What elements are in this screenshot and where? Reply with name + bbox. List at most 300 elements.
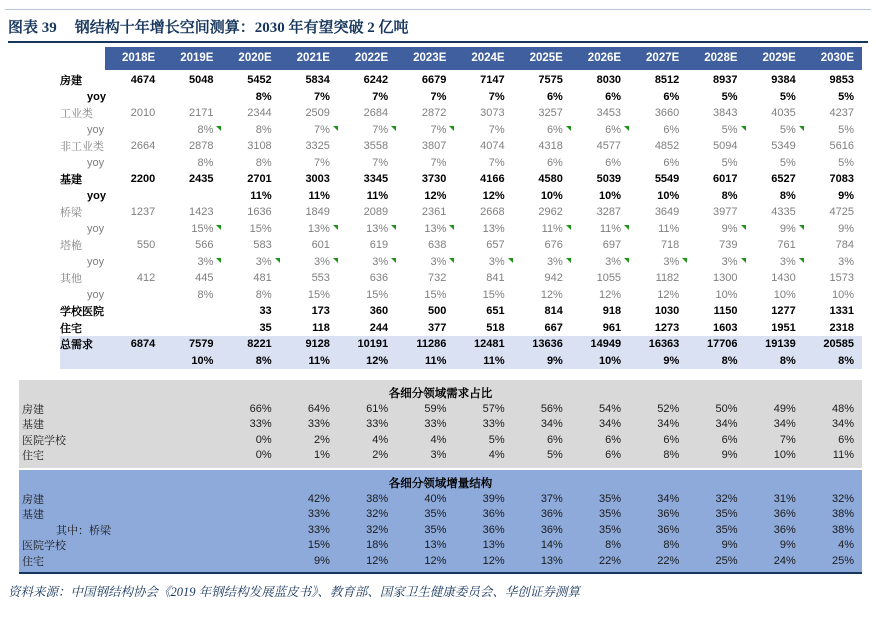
top-divider <box>5 9 871 10</box>
table-cell: 6017 <box>713 173 738 186</box>
table-cell: 64% <box>307 403 330 415</box>
column-header: 2030E <box>804 47 862 70</box>
table-cell: 3843 <box>713 107 738 120</box>
table-cell: 50% <box>715 403 738 415</box>
table-cell: 3% <box>838 255 854 268</box>
table-cell: 718 <box>660 239 680 252</box>
table-cell: 16363 <box>648 338 680 351</box>
table-cell: 13% <box>396 223 454 235</box>
table-cell: 8% <box>255 90 272 103</box>
table-cell: 2089 <box>363 206 389 219</box>
table-cell: 6% <box>546 433 563 446</box>
table-cell: 4577 <box>596 140 622 153</box>
table-cell: 7% <box>488 90 505 103</box>
column-header: 2028E <box>687 47 745 70</box>
table-cell: 6% <box>663 90 680 103</box>
table-cell: 8% <box>779 189 796 202</box>
row-label: 非工业类 <box>60 141 104 154</box>
table-cell: 9% <box>663 354 680 367</box>
table-cell: 601 <box>311 239 330 252</box>
table-cell: 4% <box>838 539 854 552</box>
header-spacer <box>60 47 105 70</box>
table-cell: 9% <box>314 554 330 567</box>
table-cell: 5% <box>779 156 796 169</box>
table-cell: 13636 <box>532 338 563 351</box>
table-cell: 2010 <box>130 107 156 120</box>
table-cell: 11% <box>658 222 680 235</box>
share-row <box>19 432 862 447</box>
table-cell: 412 <box>136 272 156 285</box>
table-cell: 2318 <box>829 321 854 334</box>
table-cell: 4237 <box>829 107 854 120</box>
table-cell: 7% <box>372 156 389 169</box>
table-row <box>60 221 862 238</box>
table-cell: 10% <box>599 189 622 202</box>
table-cell: 6% <box>838 433 854 446</box>
table-cell: 553 <box>311 272 330 285</box>
table-cell: 4318 <box>538 140 563 153</box>
table-cell: 8% <box>721 354 738 367</box>
table-cell: 1849 <box>305 206 330 219</box>
table-cell: 651 <box>486 305 505 318</box>
table-cell: 66% <box>249 403 272 415</box>
table-cell: 13% <box>482 539 505 552</box>
table-cell: 13% <box>338 223 396 235</box>
table-row <box>60 155 862 172</box>
table-cell: 961 <box>602 321 622 334</box>
table-cell: 33% <box>424 418 447 431</box>
table-cell: 59% <box>424 403 447 415</box>
increment-section-title: 各细分领域增量结构 <box>388 477 493 490</box>
table-cell: 5094 <box>713 140 738 153</box>
table-cell: 15% <box>366 288 389 301</box>
table-cell: 5452 <box>247 74 272 87</box>
table-cell: 38% <box>366 493 389 505</box>
table-cell: 4580 <box>538 173 563 186</box>
table-cell: 7083 <box>829 173 854 186</box>
table-row <box>60 287 862 304</box>
table-cell: 22% <box>657 554 680 567</box>
table-cell: 12% <box>424 189 447 202</box>
table-cell: 6% <box>605 433 622 446</box>
table-cell: 12% <box>482 554 505 567</box>
table-cell: 9% <box>838 222 854 235</box>
table-cell: 54% <box>599 403 622 415</box>
table-cell: 918 <box>602 305 622 318</box>
table-cell: 5% <box>838 90 854 103</box>
share-row <box>19 416 862 431</box>
table-cell: 36% <box>657 523 680 536</box>
increment-row <box>19 553 862 568</box>
row-label: 医院学校 <box>22 540 66 553</box>
table-cell: 8% <box>255 288 272 301</box>
table-cell: 8% <box>197 156 214 169</box>
row-label: 工业类 <box>60 108 93 121</box>
row-label: 住宅 <box>22 555 44 568</box>
bottom-divider <box>19 572 862 574</box>
column-header: 2022E <box>338 47 396 70</box>
column-header: 2024E <box>454 47 512 70</box>
table-cell: 12% <box>366 354 389 367</box>
main-table <box>60 47 862 369</box>
table-cell: 3345 <box>363 173 389 186</box>
table-cell: 3453 <box>596 107 622 120</box>
table-cell: 3287 <box>596 206 622 219</box>
share-section-title-row <box>19 384 862 401</box>
table-cell: 10% <box>657 189 680 202</box>
table-cell: 244 <box>369 321 389 334</box>
table-cell: 667 <box>544 321 563 334</box>
table-cell: 11286 <box>416 338 447 351</box>
table-cell: 36% <box>482 508 505 521</box>
table-cell: 14% <box>540 539 563 552</box>
table-row <box>60 254 862 271</box>
increment-section-title-row <box>19 474 862 491</box>
table-cell: 37% <box>540 493 563 505</box>
table-cell: 17706 <box>706 338 738 351</box>
table-cell: 761 <box>777 239 796 252</box>
table-cell: 4725 <box>829 206 854 219</box>
figure-title <box>8 16 409 37</box>
table-cell: 8% <box>255 354 272 367</box>
row-label: 桥梁 <box>60 207 82 220</box>
table-cell: 6% <box>721 433 738 446</box>
table-cell: 118 <box>312 321 330 334</box>
table-cell: 9128 <box>305 338 330 351</box>
table-cell: 15% <box>482 288 505 301</box>
table-row <box>60 171 862 188</box>
share-section-title: 各细分领域需求占比 <box>388 387 493 400</box>
table-cell: 7% <box>314 156 330 169</box>
table-cell: 8% <box>721 189 738 202</box>
table-cell: 13% <box>280 223 338 235</box>
row-label: 房建 <box>60 75 82 88</box>
table-row <box>60 105 862 122</box>
figure-label: 图表 39 <box>8 20 57 36</box>
row-label: 基建 <box>60 174 82 187</box>
table-cell: 15% <box>307 539 330 552</box>
table-cell: 4% <box>430 433 447 446</box>
table-cell: 9853 <box>829 74 854 87</box>
row-label: 基建 <box>22 419 44 432</box>
table-cell: 9384 <box>771 74 796 87</box>
table-cell: 638 <box>428 239 447 252</box>
table-cell: 35% <box>599 523 622 536</box>
table-cell: 11% <box>571 223 629 235</box>
table-cell: 57% <box>482 403 505 415</box>
table-cell: 7575 <box>538 74 563 87</box>
table-cell: 11% <box>424 354 447 367</box>
table-cell: 7% <box>430 156 447 169</box>
table-cell: 3325 <box>305 140 330 153</box>
table-cell: 8% <box>255 123 272 136</box>
table-cell: 8% <box>838 354 854 367</box>
increment-section <box>19 470 862 574</box>
table-cell: 1055 <box>596 272 622 285</box>
table-cell: 34% <box>599 418 622 431</box>
table-cell: 1573 <box>829 272 854 285</box>
table-cell: 1636 <box>247 206 272 219</box>
table-cell: 6% <box>663 156 680 169</box>
table-cell: 5% <box>687 124 745 136</box>
table-cell: 500 <box>428 305 447 318</box>
column-header: 2026E <box>571 47 629 70</box>
table-cell: 8% <box>255 156 272 169</box>
table-cell: 25% <box>831 554 854 567</box>
table-cell: 657 <box>486 239 505 252</box>
table-cell: 32% <box>831 493 854 505</box>
table-cell: 12% <box>657 288 680 301</box>
table-row <box>60 303 862 320</box>
table-cell: 12% <box>540 288 563 301</box>
table-row <box>60 204 862 221</box>
table-cell: 5048 <box>188 74 214 87</box>
table-cell: 3% <box>454 256 512 268</box>
table-cell: 2962 <box>538 206 563 219</box>
table-cell: 3073 <box>480 107 505 120</box>
table-cell: 10% <box>540 189 563 202</box>
table-cell: 34% <box>773 418 796 431</box>
table-cell: 42% <box>307 493 330 505</box>
table-cell: 49% <box>773 403 796 415</box>
table-cell: 36% <box>657 508 680 521</box>
table-cell: 1273 <box>654 321 680 334</box>
table-cell: 38% <box>831 523 854 536</box>
table-cell: 13% <box>482 222 505 235</box>
table-cell: 7% <box>396 124 454 136</box>
table-cell: 3% <box>513 256 571 268</box>
table-cell: 14949 <box>590 338 622 351</box>
table-cell: 784 <box>835 239 854 252</box>
table-cell: 2435 <box>188 173 214 186</box>
table-cell: 4% <box>372 433 389 446</box>
table-cell: 6% <box>663 123 680 136</box>
table-cell: 9% <box>721 449 738 462</box>
table-cell: 377 <box>428 321 447 334</box>
table-cell: 24% <box>773 554 796 567</box>
table-cell: 7% <box>488 123 505 136</box>
column-header: 2023E <box>396 47 454 70</box>
table-cell: 942 <box>544 272 563 285</box>
table-cell: 2361 <box>421 206 447 219</box>
table-cell: 7147 <box>480 74 505 87</box>
table-cell: 15% <box>424 288 447 301</box>
table-cell: 11% <box>832 449 854 462</box>
share-section <box>19 380 862 468</box>
table-cell: 6527 <box>771 173 796 186</box>
title-divider <box>8 41 868 43</box>
increment-row <box>19 506 862 521</box>
table-cell: 15% <box>249 222 272 235</box>
table-cell: 3% <box>746 256 804 268</box>
table-cell: 39% <box>482 493 505 505</box>
table-cell: 5% <box>721 90 738 103</box>
row-label: 学校医院 <box>60 306 104 319</box>
table-row <box>60 320 862 337</box>
table-cell: 1603 <box>713 321 738 334</box>
row-label: 房建 <box>22 494 44 506</box>
table-cell: 52% <box>657 403 680 415</box>
table-cell: 8% <box>605 539 622 552</box>
row-label: 总需求 <box>60 339 93 352</box>
table-cell: 814 <box>544 305 563 318</box>
table-cell: 7% <box>779 433 796 446</box>
table-cell: 1423 <box>188 206 214 219</box>
table-row <box>60 336 862 353</box>
table-cell: 566 <box>195 239 214 252</box>
table-cell: 5% <box>838 123 854 136</box>
table-cell: 8% <box>663 449 680 462</box>
table-cell: 33% <box>307 508 330 521</box>
table-cell: 31% <box>773 493 796 505</box>
increment-row <box>19 522 862 537</box>
table-cell: 4166 <box>480 173 505 186</box>
table-cell: 12% <box>424 554 447 567</box>
table-cell: 4% <box>488 449 505 462</box>
table-cell: 360 <box>369 305 389 318</box>
table-cell: 61% <box>366 403 389 415</box>
table-cell: 3% <box>430 449 447 462</box>
table-cell: 6% <box>546 156 563 169</box>
table-cell: 36% <box>773 523 796 536</box>
table-cell: 636 <box>369 272 389 285</box>
table-cell: 10% <box>773 449 796 462</box>
table-cell: 15% <box>163 223 221 235</box>
table-cell: 7% <box>338 124 396 136</box>
table-cell: 10% <box>773 288 796 301</box>
table-cell: 1300 <box>713 272 738 285</box>
table-cell: 7579 <box>188 338 214 351</box>
table-cell: 12% <box>599 288 622 301</box>
table-cell: 3% <box>687 256 745 268</box>
table-cell: 676 <box>544 239 563 252</box>
table-cell: 6% <box>605 90 622 103</box>
column-header: 2018E <box>105 47 163 70</box>
figure-title-text: 钢结构十年增长空间测算：2030 年有望突破 2 亿吨 <box>74 20 409 36</box>
column-header: 2027E <box>629 47 687 70</box>
column-header: 2019E <box>163 47 221 70</box>
table-cell: 1182 <box>655 272 680 285</box>
table-cell: 5039 <box>596 173 622 186</box>
table-cell: 2200 <box>130 173 156 186</box>
table-cell: 35% <box>715 508 738 521</box>
table-cell: 4074 <box>480 140 505 153</box>
table-cell: 12481 <box>474 338 505 351</box>
table-cell: 32% <box>366 508 389 521</box>
table-cell: 4852 <box>654 140 680 153</box>
table-cell: 35% <box>599 493 622 505</box>
table-cell: 18% <box>366 539 389 552</box>
table-cell: 34% <box>715 418 738 431</box>
table-cell: 34% <box>831 418 854 431</box>
table-cell: 732 <box>428 272 447 285</box>
table-cell: 619 <box>369 239 389 252</box>
table-cell: 35 <box>259 321 272 334</box>
table-cell: 3807 <box>421 140 447 153</box>
table-cell: 9% <box>746 223 804 235</box>
table-cell: 9% <box>838 189 854 202</box>
table-cell: 34% <box>657 493 680 505</box>
table-cell: 445 <box>195 272 214 285</box>
table-cell: 9% <box>779 539 796 552</box>
table-cell: 5% <box>721 156 738 169</box>
table-cell: 5349 <box>771 140 796 153</box>
table-cell: 33% <box>366 418 389 431</box>
table-cell: 2878 <box>188 140 214 153</box>
table-cell: 0% <box>255 433 272 446</box>
row-label: 医院学校 <box>22 434 66 447</box>
increment-row <box>19 491 862 506</box>
table-cell: 15% <box>307 288 330 301</box>
table-cell: 1430 <box>771 272 796 285</box>
table-row <box>60 270 862 287</box>
table-cell: 3730 <box>421 173 447 186</box>
table-cell: 22% <box>599 554 622 567</box>
table-cell: 6% <box>605 449 622 462</box>
share-row <box>19 447 862 462</box>
table-cell: 1% <box>314 449 330 462</box>
table-cell: 11% <box>366 189 389 202</box>
table-cell: 583 <box>253 239 272 252</box>
table-cell: 6% <box>546 90 563 103</box>
row-label: 塔桅 <box>60 240 82 253</box>
table-cell: 5% <box>746 124 804 136</box>
table-cell: 841 <box>486 272 505 285</box>
table-cell: 8% <box>163 124 221 136</box>
table-cell: 2% <box>314 433 330 446</box>
table-cell: 33% <box>249 418 272 431</box>
table-cell: 9% <box>687 223 745 235</box>
table-cell: 2664 <box>130 140 156 153</box>
table-cell: 7% <box>314 90 330 103</box>
table-cell: 3% <box>338 256 396 268</box>
table-cell: 3660 <box>654 107 680 120</box>
table-row <box>60 188 862 205</box>
table-cell: 33 <box>259 305 272 318</box>
table-row <box>60 353 862 370</box>
table-cell: 8221 <box>247 338 272 351</box>
table-cell: 8% <box>779 354 796 367</box>
column-header: 2025E <box>513 47 571 70</box>
table-cell: 5% <box>546 449 563 462</box>
table-cell: 36% <box>482 523 505 536</box>
table-cell: 7% <box>372 90 389 103</box>
table-cell: 34% <box>540 418 563 431</box>
table-cell: 10% <box>715 288 738 301</box>
table-cell: 8% <box>663 539 680 552</box>
table-cell: 2668 <box>480 206 505 219</box>
table-cell: 2% <box>372 449 389 462</box>
table-cell: 13% <box>424 539 447 552</box>
table-cell: 5% <box>838 156 854 169</box>
table-cell: 11% <box>308 189 330 202</box>
table-cell: 4035 <box>771 107 796 120</box>
table-cell: 3% <box>629 256 687 268</box>
table-cell: 0% <box>255 449 272 462</box>
row-label: yoy <box>87 90 106 103</box>
table-cell: 7% <box>430 90 447 103</box>
table-cell: 7% <box>488 156 505 169</box>
table-cell: 35% <box>599 508 622 521</box>
table-cell: 481 <box>253 272 272 285</box>
table-cell: 8937 <box>713 74 738 87</box>
row-label: 其他 <box>60 273 82 286</box>
table-cell: 25% <box>715 554 738 567</box>
row-label: 基建 <box>22 509 44 522</box>
row-label: yoy <box>87 288 105 301</box>
table-cell: 3108 <box>247 140 272 153</box>
table-cell: 6% <box>605 156 622 169</box>
